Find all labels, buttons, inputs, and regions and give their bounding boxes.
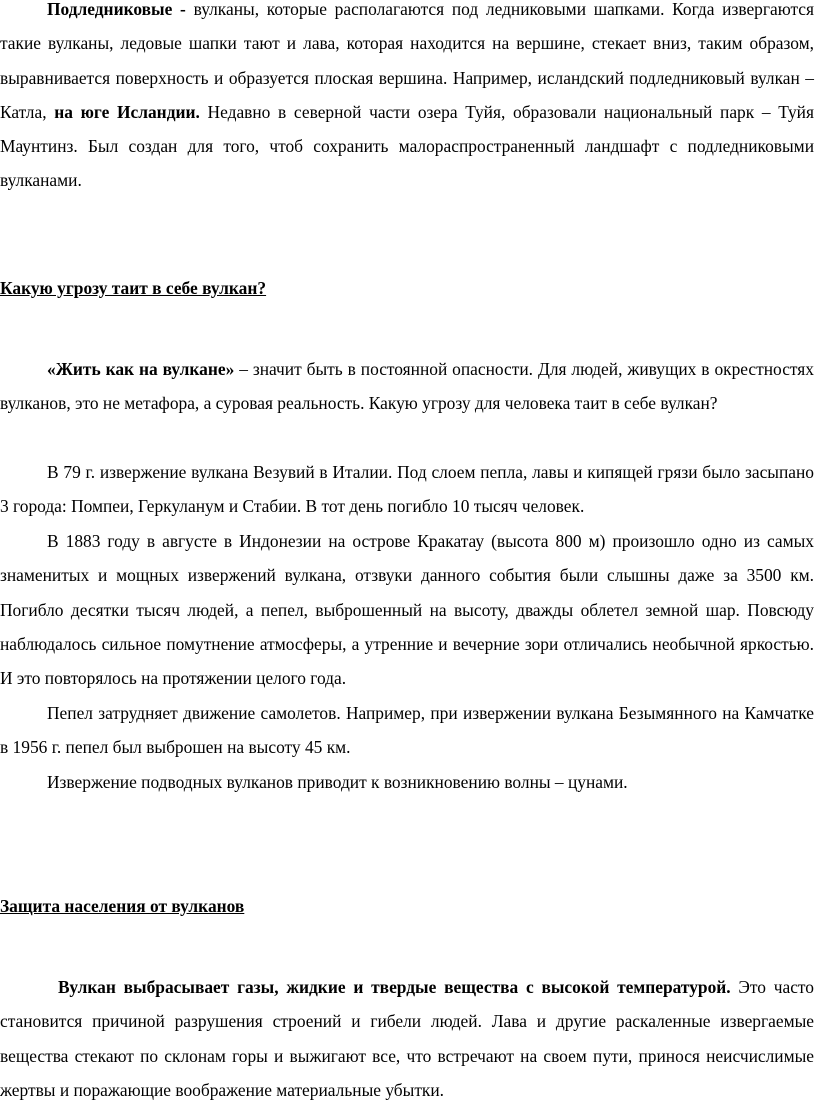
paragraph-living-on-volcano (0, 352, 814, 421)
paragraph-text: Недавно в северной части озера Туйя, образовали национальный парк – Туйя Маунтинз. Был создан для того, чтоб сохранить малораспространенный ландшафт с подледниковыми вулканами. (0, 101, 814, 191)
paragraph-subglacial-volcanoes (0, 0, 814, 198)
paragraph-volcano-emissions (0, 970, 814, 1107)
bold-phrase-south-iceland: на юге Исландии. (54, 101, 200, 122)
heading-volcano-threat: Какую угрозу таит в себе вулкан? (0, 278, 267, 298)
heading-population-protection: Защита населения от вулканов (0, 896, 245, 916)
paragraph-text: вулканы, которые располагаются под ледниковыми шапками. Когда извергаются такие вулканы, ледовые шапки тают и лава, которая находится на вершине, стекает вниз, таким образом, выравнивается поверхность и образуется плоская вершина. Например, исландский подледниковый вулкан – Катла, (0, 0, 814, 122)
bold-phrase-emissions: Вулкан выбрасывает газы, жидкие и твердые вещества с высокой температурой. (58, 977, 731, 997)
term-subglacial: Подледниковые - (47, 0, 186, 19)
phrase-live-on-volcano: «Жить как на вулкане» (47, 359, 235, 379)
paragraph-vesuvius: В 79 г. извержение вулкана Везувий в Италии. Под слоем пепла, лавы и кипящей грязи было засыпано 3 города: Помпеи, Геркуланум и Стабии. В тот день погибло 10 тысяч человек. (0, 462, 814, 517)
paragraph-tsunami: Извержение подводных вулканов приводит к возникновению волны – цунами. (47, 772, 628, 792)
paragraph-ash-aircraft: Пепел затрудняет движение самолетов. Например, при извержении вулкана Безымянного на Камчатке в 1956 г. пепел был выброшен на высоту 45 км. (0, 703, 814, 758)
paragraph-text: Это часто становится причиной разрушения строений и гибели людей. Лава и другие раскаленные извергаемые вещества стекают по склонам горы и выжигают все, что встречают на своем пути, принося неисчислимые жертвы и поражающие воображение материальные убытки. (0, 977, 814, 1100)
paragraph-text: – значит быть в постоянной опасности. Для людей, живущих в окрестностях вулканов, это не метафора, а суровая реальность. Какую угрозу для человека таит в себе вулкан? (0, 359, 814, 414)
paragraph-krakatoa: В 1883 году в августе в Индонезии на острове Кракатау (высота 800 м) произошло одно из самых знаменитых и мощных извержений вулкана, отзвуки данного события были слышны даже за 3500 км. Погибло десятки тысяч людей, а пепел, выброшенный на высоту, дважды облетел земной шар. Повсюду наблюдалось сильное помутнение атмосферы, а утренние и вечерние зори отличались необычной яркостью. И это повторялось на протяжении целого года. (0, 531, 814, 689)
